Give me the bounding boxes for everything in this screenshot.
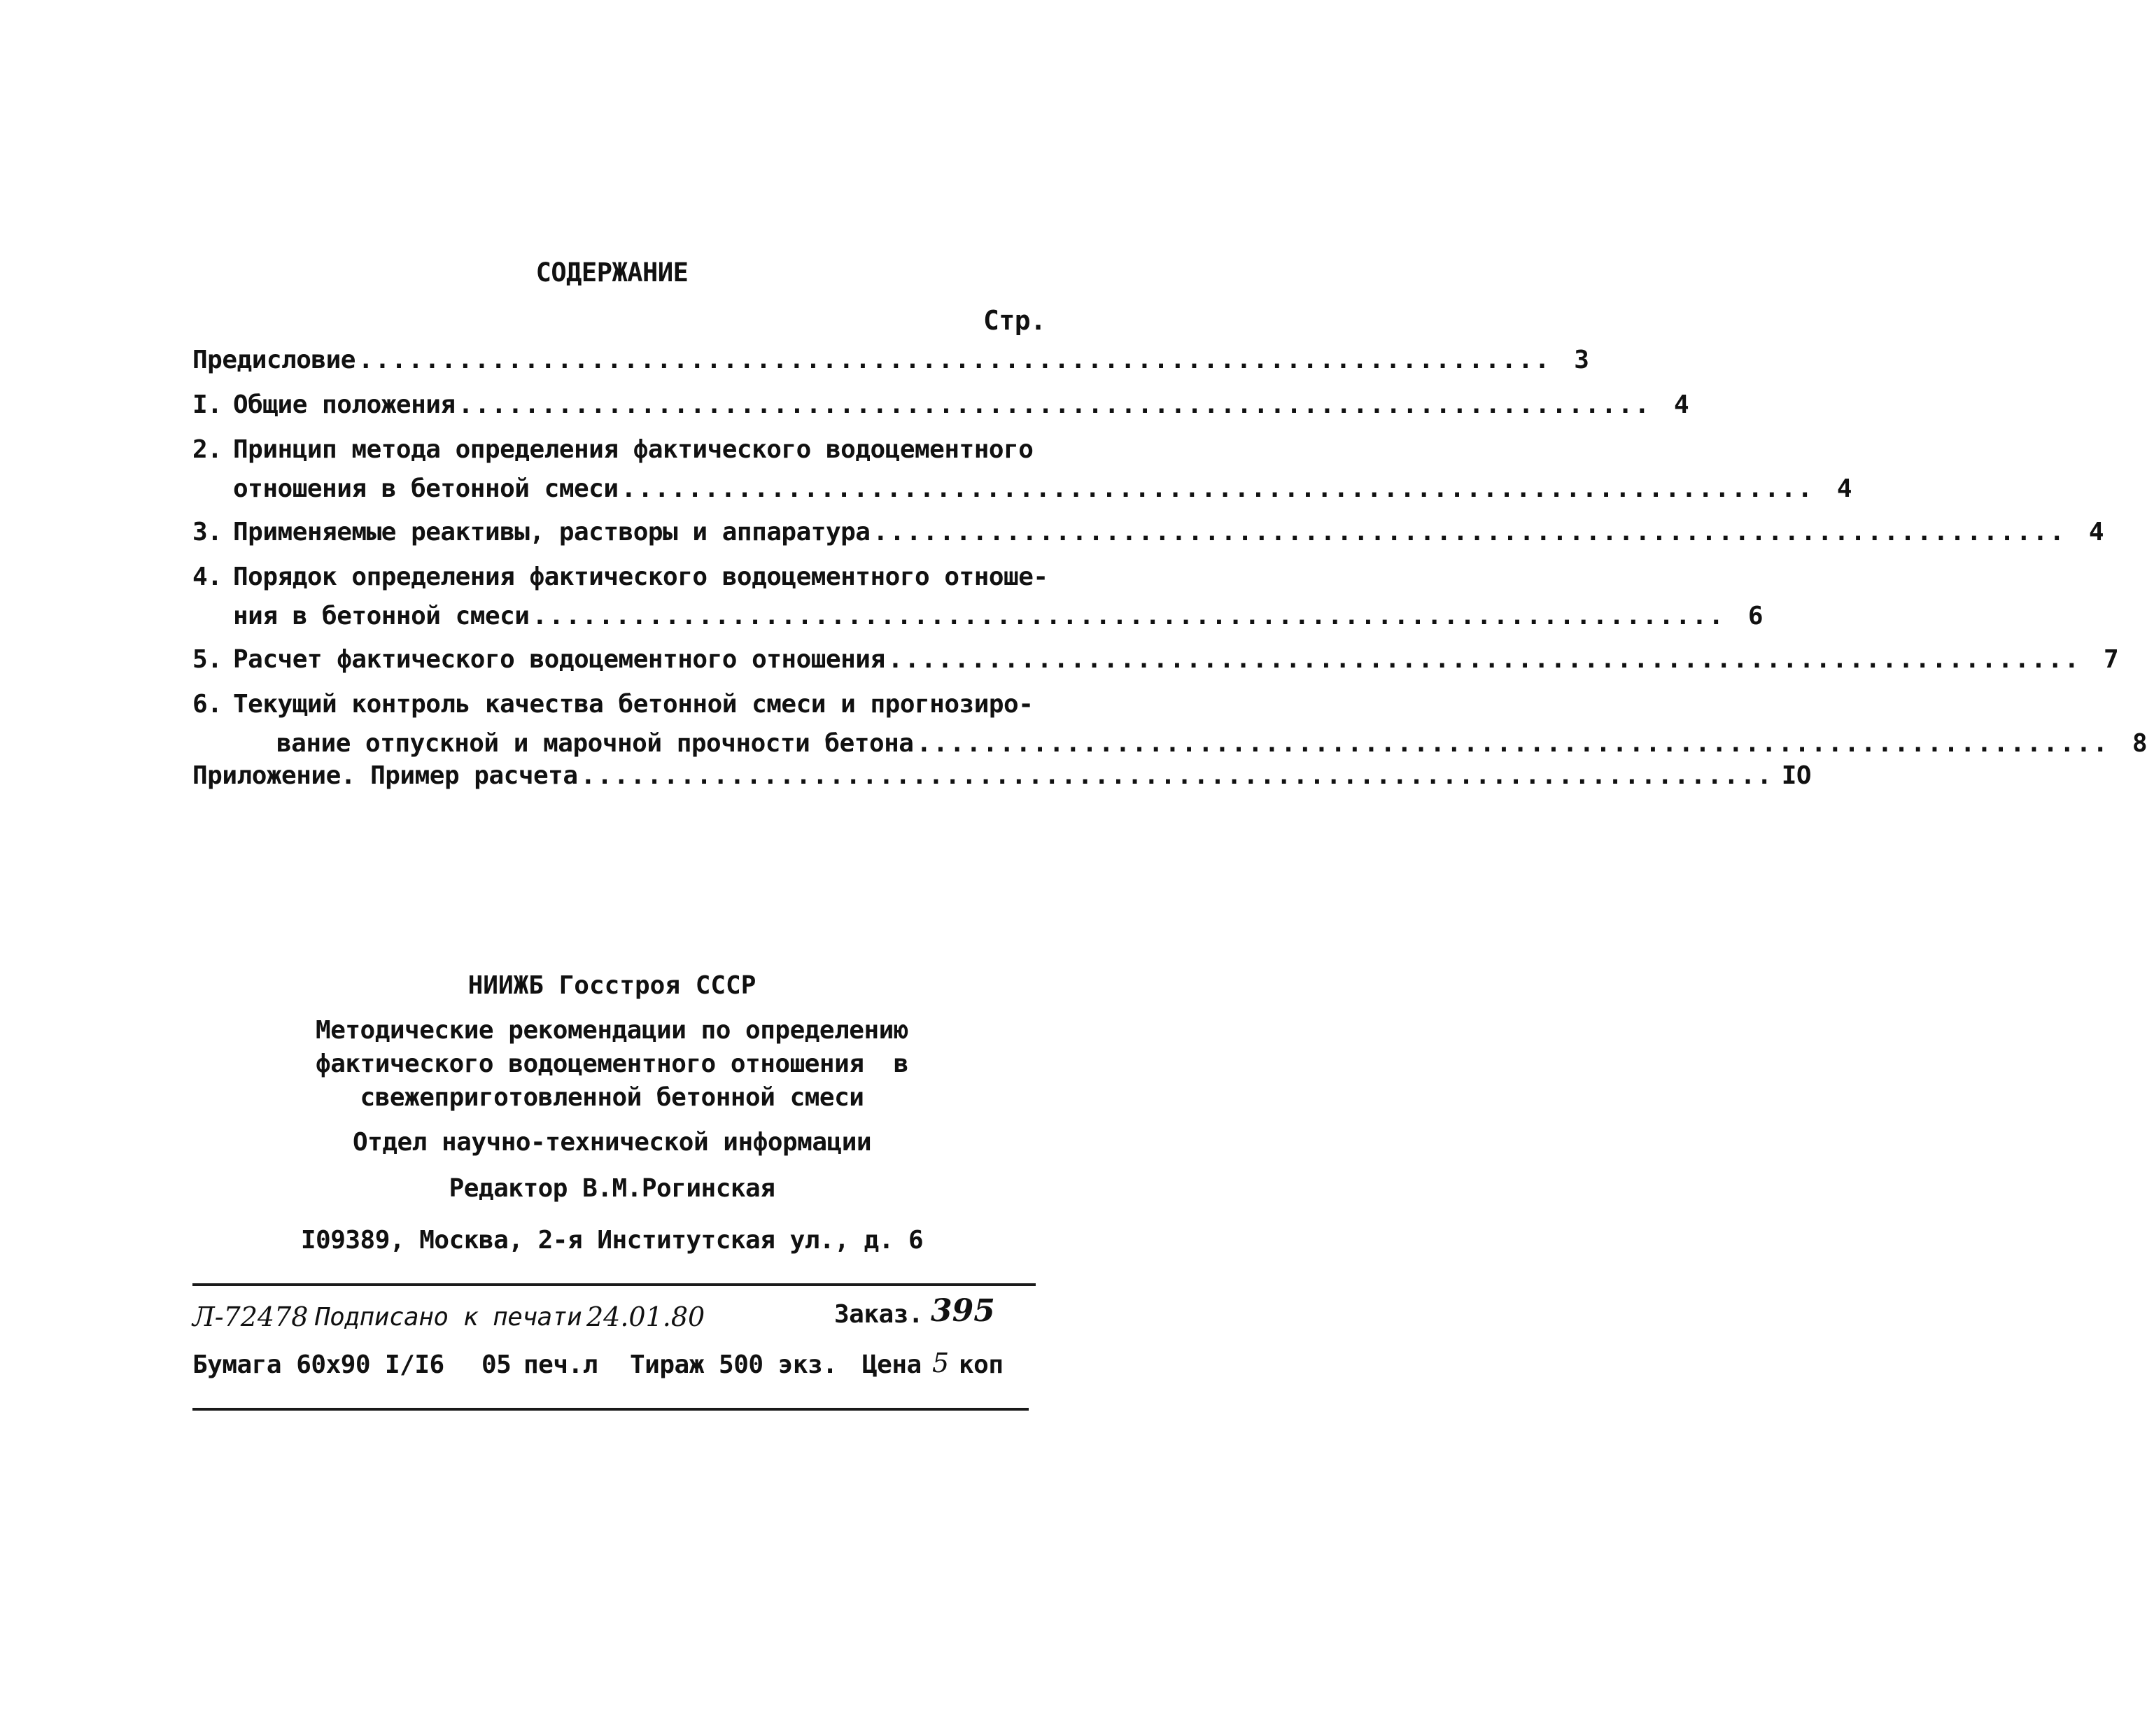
signed-date: 24.01.80 [586, 1301, 705, 1332]
toc-entry-text-first-line: Принцип метода определения фактического водоцементного [233, 435, 1034, 464]
colophon-bottom-rule [192, 1408, 1029, 1411]
toc-entry-number: 3. [192, 518, 223, 546]
imprint-editor: Редактор В.М.Рогинская [449, 1174, 775, 1203]
toc-entry-text: Применяемые реактивы, растворы и аппаратура [233, 518, 871, 546]
toc-entry-line [233, 518, 2104, 546]
printed-sheets-label: печ.л [523, 1350, 598, 1379]
toc-entry-4 [192, 563, 1763, 640]
toc-entry-line [233, 390, 1689, 419]
toc-leader-dots: ........................................................................ [358, 346, 1551, 374]
toc-leader-dots: ........................................................................ [458, 390, 1652, 419]
toc-entry-text-first-line: Текущий контроль качества бетонной смеси и прогнозиро- [233, 690, 1034, 719]
toc-entry-6 [192, 690, 2147, 767]
toc-leader-dots: ........................................................................ [887, 645, 2081, 674]
toc-entry-page: 4 [2088, 518, 2104, 546]
page-format: I/I6 [385, 1350, 444, 1379]
toc-entry-line [276, 729, 2147, 758]
license-number: Л-72478 [192, 1301, 309, 1332]
toc-title: СОДЕРЖАНИЕ [535, 257, 689, 288]
imprint-address: I09389, Москва, 2-я Институтская ул., д. 6 [300, 1226, 924, 1255]
toc-entry-number: I. [192, 390, 223, 419]
imprint-title-line-2: фактического водоцементного отношения в [316, 1050, 908, 1078]
order-label: Заказ. [834, 1300, 924, 1329]
toc-entry-text: Предисловие [192, 346, 356, 374]
paper-format: Бумага 60х90 [192, 1350, 371, 1379]
toc-entry-number: 2. [192, 435, 223, 464]
toc-entry-line [192, 346, 1589, 374]
toc-entry-preface [192, 346, 1589, 379]
toc-entry-text: отношения в бетонной смеси [233, 474, 619, 503]
toc-entry-text: Расчет фактического водоцементного отношения [233, 645, 885, 674]
imprint-publisher: НИИЖБ Госстроя СССР [467, 971, 756, 1000]
toc-entry-number: 6. [192, 690, 223, 719]
printed-sheets-value: 05 [481, 1350, 512, 1379]
toc-entry-number: 5. [192, 645, 223, 674]
toc-entry-page: 7 [2103, 645, 2119, 674]
price-label: Цена [862, 1350, 922, 1379]
toc-entry-page: 3 [1574, 346, 1589, 374]
toc-entry-1 [192, 390, 1689, 424]
toc-entry-2 [192, 435, 1852, 512]
imprint-title-line-3: свежеприготовленной бетонной смеси [360, 1083, 864, 1112]
price-unit: коп [959, 1350, 1004, 1379]
toc-page-column-label: Стр. [983, 305, 1046, 336]
toc-entry-page: 4 [1836, 474, 1852, 503]
colophon-top-rule [192, 1283, 1036, 1286]
imprint-department: Отдел научно-технической информации [352, 1128, 872, 1157]
toc-leader-dots: ........................................................................ [873, 518, 2066, 546]
order-number: 395 [931, 1293, 995, 1329]
toc-entry-line [233, 602, 1763, 630]
toc-entry-text: Приложение. Пример расчета [192, 761, 578, 790]
toc-entry-line [233, 645, 2119, 674]
toc-entry-text: Общие положения [233, 390, 456, 419]
toc-entry-line [233, 474, 1852, 503]
toc-entry-appendix [192, 761, 1812, 795]
toc-leader-dots: ........................................................................ [580, 761, 1774, 790]
toc-entry-number: 4. [192, 563, 223, 591]
toc-entry-page: 8 [2132, 729, 2147, 758]
toc-leader-dots: ........................................................................ [621, 474, 1815, 503]
toc-leader-dots: ........................................................................ [532, 602, 1725, 630]
imprint-title-line-1: Методические рекомендации по определению [316, 1016, 908, 1045]
toc-entry-page: 6 [1747, 602, 1763, 630]
toc-entry-5 [192, 645, 2119, 679]
price-value: 5 [932, 1348, 950, 1378]
print-run: Тираж 500 экз. [630, 1350, 838, 1379]
toc-entry-page: 4 [1673, 390, 1689, 419]
toc-entry-3 [192, 518, 2104, 551]
toc-entry-text: ния в бетонной смеси [233, 602, 530, 630]
toc-entry-line [192, 761, 1812, 790]
signed-label: Подписано к печати [315, 1303, 582, 1332]
toc-leader-dots: ........................................................................ [916, 729, 2109, 758]
toc-entry-text-first-line: Порядок определения фактического водоцементного отноше- [233, 563, 1048, 591]
toc-entry-page: IO [1781, 761, 1812, 790]
toc-entry-text: вание отпускной и марочной прочности бетона [276, 729, 914, 758]
